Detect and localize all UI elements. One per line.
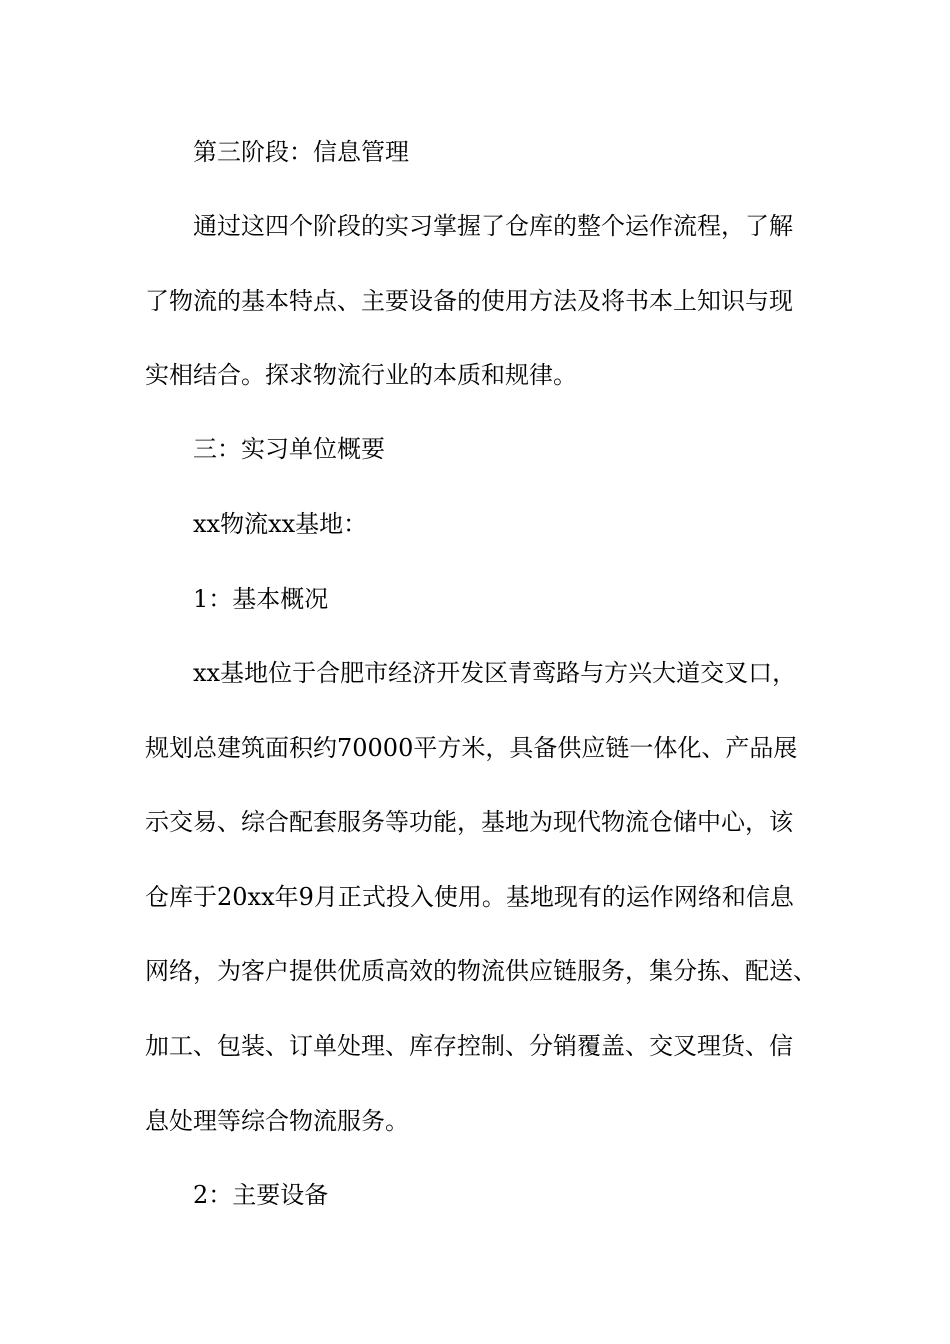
paragraph-line: 规划总建筑面积约70000平方米，具备供应链一体化、产品展 [145,734,798,762]
subheading-main-equipment: 2：主要设备 [193,1181,329,1209]
section-heading-internship-unit: 三：实习单位概要 [193,435,385,463]
paragraph-line: xx基地位于合肥市经济开发区青鸾路与方兴大道交叉口， [193,659,797,687]
paragraph-line: 仓库于20xx年9月正式投入使用。基地现有的运作网络和信息 [145,883,794,911]
paragraph-line: 网络，为客户提供优质高效的物流供应链服务，集分拣、配送、 [145,957,817,985]
paragraph-line: 通过这四个阶段的实习掌握了仓库的整个运作流程，了解 [193,212,793,240]
paragraph-line: 示交易、综合配套服务等功能，基地为现代物流仓储中心，该 [145,808,793,836]
section-heading-stage-three: 第三阶段：信息管理 [193,138,409,166]
subheading-base-name: xx物流xx基地： [193,510,368,538]
paragraph-line: 了物流的基本特点、主要设备的使用方法及将书本上知识与现 [145,287,793,315]
subheading-basic-overview: 1：基本概况 [193,585,329,613]
paragraph-line: 实相结合。探求物流行业的本质和规律。 [145,361,577,389]
paragraph-line: 加工、包装、订单处理、库存控制、分销覆盖、交叉理货、信 [145,1032,793,1060]
paragraph-line: 息处理等综合物流服务。 [145,1107,409,1135]
